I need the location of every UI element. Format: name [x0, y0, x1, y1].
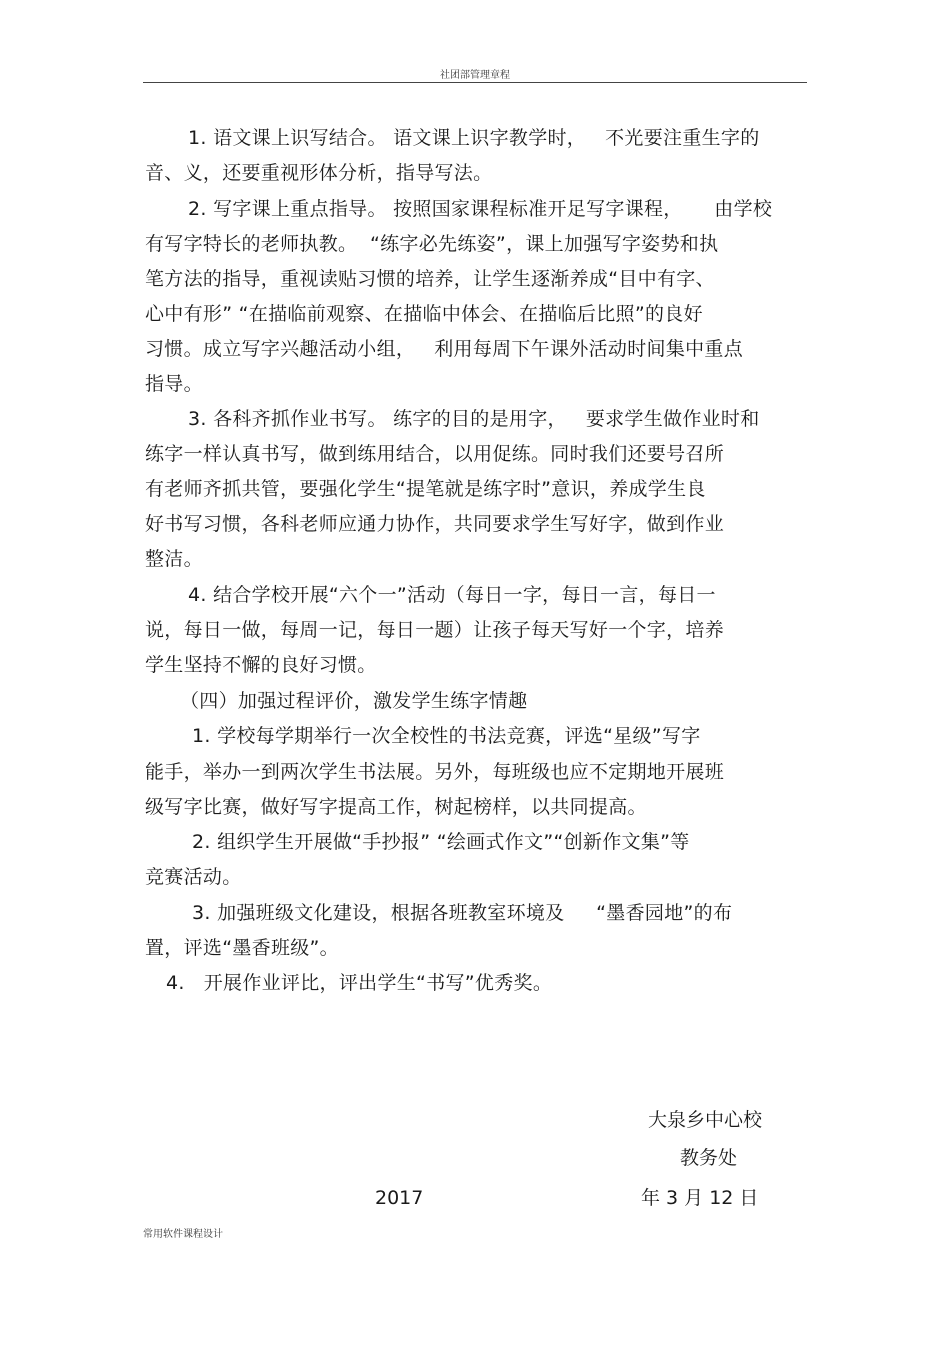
section-heading: （四）加强过程评价，激发学生练字情趣	[180, 690, 528, 712]
page-header-title: 社团部管理章程	[440, 70, 510, 81]
body-line: 2. 写字课上重点指导。 按照国家课程标准开足写字课程， 由学校	[188, 198, 773, 220]
body-line: 笔方法的指导，重视读贴习惯的培养，让学生逐渐养成“目中有字、	[145, 268, 715, 290]
signature-year: 2017	[375, 1187, 424, 1209]
page-footer: 常用软件课程设计	[143, 1229, 223, 1240]
body-line: 2. 组织学生开展做“手抄报” “绘画式作文”“创新作文集”等	[192, 831, 690, 853]
signature-date: 年 3 月 12 日	[641, 1187, 759, 1209]
body-line: 说，每日一做，每周一记，每日一题）让孩子每天写好一个字，培养	[145, 619, 725, 641]
body-line: 指导。	[145, 373, 203, 395]
body-line: 3. 各科齐抓作业书写。 练字的目的是用字， 要求学生做作业时和	[188, 408, 760, 430]
signature-org: 大泉乡中心校	[648, 1109, 763, 1131]
body-line: 4. 结合学校开展“六个一”活动（每日一字，每日一言，每日一	[188, 584, 716, 606]
body-line: 音、义，还要重视形体分析，指导写法。	[145, 162, 493, 184]
body-line: 整洁。	[145, 548, 203, 570]
body-line: 习惯。成立写字兴趣活动小组， 利用每周下午课外活动时间集中重点	[145, 338, 744, 360]
body-line: 3. 加强班级文化建设，根据各班教室环境及 “墨香园地”的布	[192, 902, 733, 924]
body-line: 心中有形” “在描临前观察、在描临中体会、在描临后比照”的良好	[145, 303, 703, 325]
body-line: 级写字比赛，做好写字提高工作，树起榜样，以共同提高。	[145, 796, 647, 818]
body-line: 好书写习惯，各科老师应通力协作，共同要求学生写好字，做到作业	[145, 513, 725, 535]
signature-dept: 教务处	[680, 1147, 738, 1169]
body-line: 1. 语文课上识写结合。 语文课上识字教学时， 不光要注重生字的	[188, 127, 760, 149]
body-line: 能手，举办一到两次学生书法展。另外，每班级也应不定期地开展班	[145, 761, 725, 783]
body-line: 4. 开展作业评比，评出学生“书写”优秀奖。	[166, 972, 553, 994]
body-line: 有老师齐抓共管，要强化学生“提笔就是练字时”意识，养成学生良	[145, 478, 706, 500]
body-line: 学生坚持不懈的良好习惯。	[145, 654, 377, 676]
body-line: 练字一样认真书写，做到练用结合，以用促练。同时我们还要号召所	[145, 443, 725, 465]
body-line: 有写字特长的老师执教。 “练字必先练姿”，课上加强写字姿势和执	[145, 233, 719, 255]
header-divider	[143, 82, 807, 83]
body-line: 置，评选“墨香班级”。	[145, 937, 339, 959]
body-line: 竞赛活动。	[145, 866, 242, 888]
body-line: 1. 学校每学期举行一次全校性的书法竞赛，评选“星级”写字	[192, 725, 701, 747]
